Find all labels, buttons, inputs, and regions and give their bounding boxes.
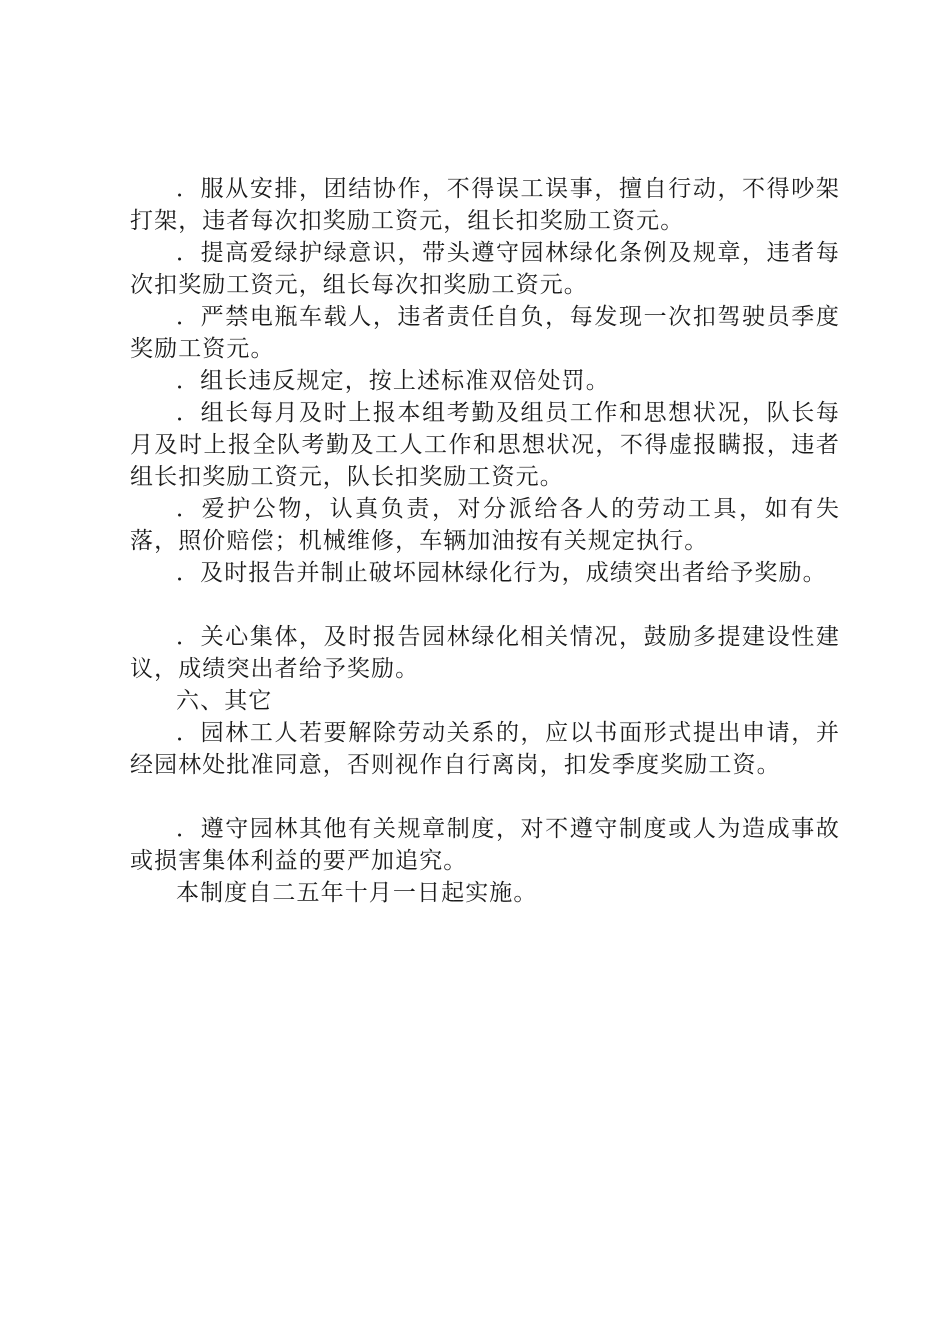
- paragraph: ．园林工人若要解除劳动关系的，应以书面形式提出申请，并经园林处批准同意，否则视作自行离岗，扣发季度奖励工资。: [130, 720, 840, 778]
- paragraph: ．组长每月及时上报本组考勤及组员工作和思想状况，队长每月及时上报全队考勤及工人工作和思想状况，不得虚报瞒报，违者组长扣奖励工资元，队长扣奖励工资元。: [130, 400, 840, 490]
- section-heading: 六、其它: [176, 688, 273, 714]
- document-body: [130, 173, 840, 909]
- paragraph: ．及时报告并制止破坏园林绿化行为，成绩突出者给予奖励。: [176, 560, 827, 586]
- paragraph: ．遵守园林其他有关规章制度，对不遵守制度或人为造成事故或损害集体利益的要严加追究。: [130, 816, 840, 874]
- paragraph: ．服从安排，团结协作，不得误工误事，擅自行动，不得吵架打架，违者每次扣奖励工资元，组长扣奖励工资元。: [130, 176, 840, 234]
- paragraph: ．爱护公物，认真负责，对分派给各人的劳动工具，如有失落，照价赔偿；机械维修，车辆加油按有关规定执行。: [130, 496, 840, 554]
- paragraph: ．严禁电瓶车载人，违者责任自负，每发现一次扣驾驶员季度奖励工资元。: [130, 304, 840, 362]
- paragraph: ．提高爱绿护绿意识，带头遵守园林绿化条例及规章，违者每次扣奖励工资元，组长每次扣奖励工资元。: [130, 240, 840, 298]
- paragraph: ．关心集体，及时报告园林绿化相关情况，鼓励多提建设性建议，成绩突出者给予奖励。: [130, 624, 840, 682]
- paragraph: ．组长违反规定，按上述标准双倍处罚。: [176, 368, 610, 394]
- effective-date-statement: 本制度自二五年十月一日起实施。: [176, 880, 538, 906]
